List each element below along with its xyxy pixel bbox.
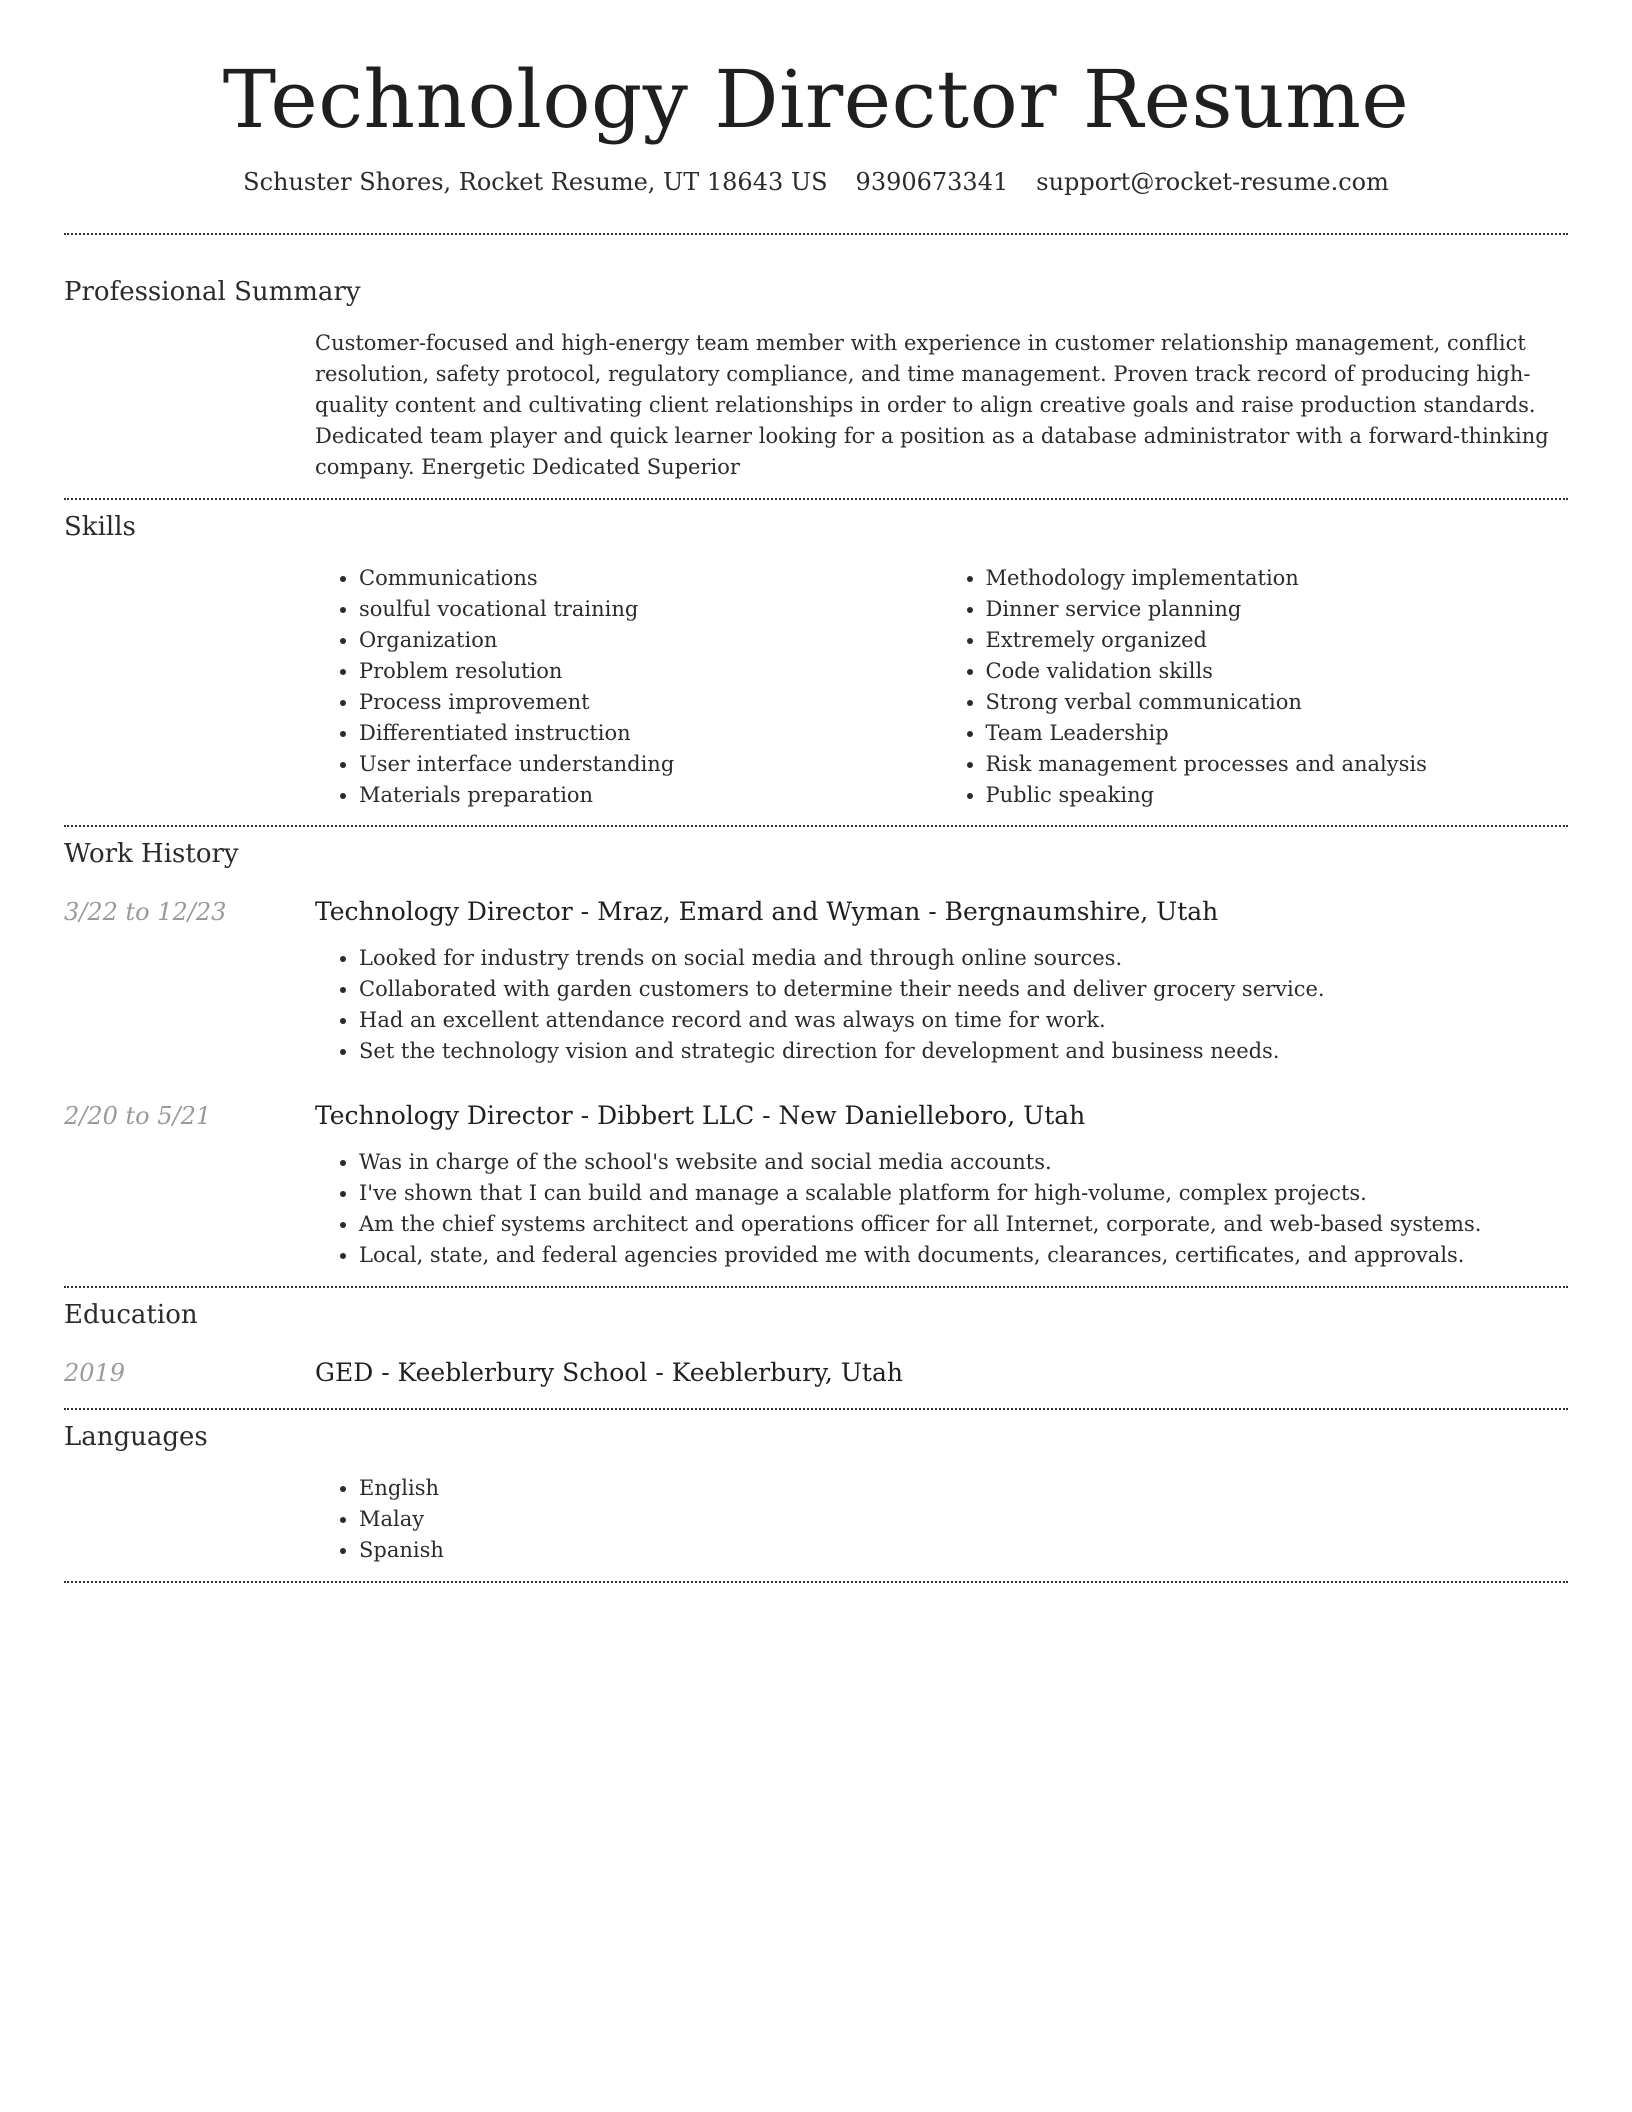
work-bullet: • I've shown that I can build and manage a scalable platform for high-volume, complex projects.: [359, 1178, 1568, 1209]
contact-address: Schuster Shores, Rocket Resume, UT 18643 US: [243, 168, 828, 196]
work-bullet: • Had an excellent attendance record and was always on time for work.: [359, 1005, 1568, 1036]
contact-line: [64, 166, 1568, 198]
skills-list-left: [315, 563, 942, 811]
language-item: • Spanish: [359, 1535, 1568, 1566]
summary-content: [315, 328, 1568, 483]
work-entry-date: 2/20 to 5/21: [64, 1102, 212, 1130]
section-title-work-history: Work History: [64, 839, 239, 869]
section-professional-summary: [64, 235, 1568, 483]
contact-phone: 9390673341: [855, 168, 1009, 196]
section-education: [64, 1288, 1568, 1390]
work-entry: [64, 1099, 1568, 1271]
skill-item: • Code validation skills: [986, 656, 1569, 687]
work-bullet: • Looked for industry trends on social media and through online sources.: [359, 943, 1568, 974]
work-entry-bullets: [315, 943, 1568, 1067]
section-languages: [64, 1410, 1568, 1566]
work-bullet: • Collaborated with garden customers to determine their needs and deliver grocery service.: [359, 974, 1568, 1005]
skill-item: • Methodology implementation: [986, 563, 1569, 594]
education-entry-heading: GED - Keeblerbury School - Keeblerbury, Utah: [315, 1358, 903, 1387]
education-entry-date: 2019: [64, 1359, 126, 1387]
skill-item: • Public speaking: [986, 780, 1569, 811]
work-bullet: • Set the technology vision and strategic direction for development and business needs.: [359, 1036, 1568, 1067]
education-entry-body: [315, 1356, 1568, 1390]
skill-item: • Dinner service planning: [986, 594, 1569, 625]
skills-list-right: [942, 563, 1569, 811]
section-title-summary: Professional Summary: [64, 277, 361, 307]
skill-item: • Extremely organized: [986, 625, 1569, 656]
skill-item: • Strong verbal communication: [986, 687, 1569, 718]
work-entry: [64, 895, 1568, 1067]
work-bullet: • Was in charge of the school's website and social media accounts.: [359, 1147, 1568, 1178]
skill-item: • Organization: [359, 625, 942, 656]
skill-item: • Problem resolution: [359, 656, 942, 687]
summary-text: Customer-focused and high-energy team member with experience in customer relationship management, conflict resolution, safety protocol, regulatory compliance, and time management. Proven track record of producing high-quality content and cultivating client relationships in order to align creative goals and raise production standards. Dedicated team player and quick learner looking for a position as a database administrator with a forward-thinking company. Energetic Dedicated Superior: [315, 331, 1549, 479]
section-title-education: Education: [64, 1300, 198, 1330]
section-skills: [64, 500, 1568, 811]
work-entry-body: [315, 1099, 1568, 1271]
work-entry-heading: Technology Director - Dibbert LLC - New Danielleboro, Utah: [315, 1101, 1086, 1130]
section-title-languages: Languages: [64, 1422, 208, 1452]
languages-list: [315, 1473, 1568, 1566]
work-bullet: • Am the chief systems architect and operations officer for all Internet, corporate, and web-based systems.: [359, 1209, 1568, 1240]
skill-item: • User interface understanding: [359, 749, 942, 780]
resume-title: Technology Director Resume: [222, 53, 1410, 146]
skill-item: • Communications: [359, 563, 942, 594]
skill-item: • soulful vocational training: [359, 594, 942, 625]
contact-email: support@rocket-resume.com: [1036, 168, 1389, 196]
resume-page: [64, 0, 1568, 1583]
skills-grid: [315, 563, 1568, 811]
work-entry-heading: Technology Director - Mraz, Emard and Wyman - Bergnaumshire, Utah: [315, 897, 1219, 926]
education-entry: [64, 1356, 1568, 1390]
divider: [64, 1581, 1568, 1583]
languages-content: [315, 1473, 1568, 1566]
language-item: • English: [359, 1473, 1568, 1504]
work-entry-bullets: [315, 1147, 1568, 1271]
section-title-skills: Skills: [64, 512, 136, 542]
skill-item: • Process improvement: [359, 687, 942, 718]
work-entry-body: [315, 895, 1568, 1067]
language-item: • Malay: [359, 1504, 1568, 1535]
section-work-history: [64, 827, 1568, 1271]
skill-item: • Team Leadership: [986, 718, 1569, 749]
skill-item: • Risk management processes and analysis: [986, 749, 1569, 780]
work-entry-date: 3/22 to 12/23: [64, 898, 227, 926]
skill-item: • Materials preparation: [359, 780, 942, 811]
resume-header: [64, 0, 1568, 198]
skill-item: • Differentiated instruction: [359, 718, 942, 749]
work-bullet: • Local, state, and federal agencies provided me with documents, clearances, certificates, and approvals.: [359, 1240, 1568, 1271]
